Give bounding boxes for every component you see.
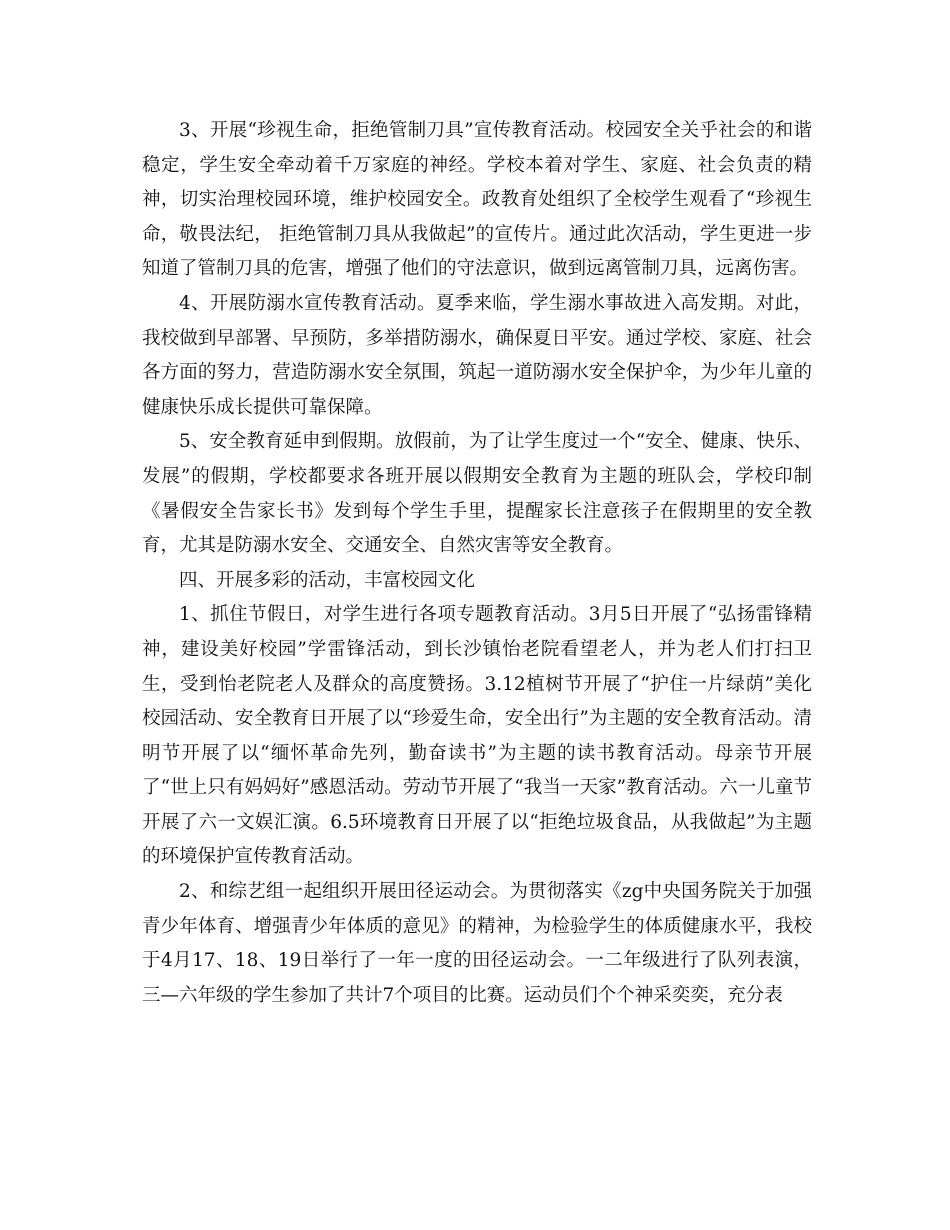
paragraph-track-and-field-meet: 2、和综艺组一起组织开展田径运动会。为贯彻落实《zg中央国务院关于加强青少年体育、增强青少年体质的意见》的精神，为检验学生的体质健康水平，我校于4月17、18、19日举行了一年一度的田径运动会。一二年级进行了队列表演，三—六年级的学生参加了共计7个项目的比赛。运动员们个个神采奕奕，充分表 — [142, 881, 812, 1006]
paragraph-drowning-prevention: 4、开展防溺水宣传教育活动。夏季来临，学生溺水事故进入高发期。对此，我校做到早部署、早预防，多举措防溺水，确保夏日平安。通过学校、家庭、社会各方面的努力，营造防溺水安全氛围，筑起一道防溺水安全保护伞，为少年儿童的健康快乐成长提供可靠保障。 — [142, 292, 812, 418]
paragraph-holiday-safety-education: 5、安全教育延申到假期。放假前，为了让学生度过一个“安全、健康、快乐、发展”的假期，学校都要求各班开展以假期安全教育为主题的班队会，学校印制《暑假安全告家长书》发到每个学生手里，提醒家长注意孩子在假期里的安全教育，尤其是防溺水安全、交通安全、自然灾害等安全教育。 — [142, 431, 812, 557]
document-body — [142, 114, 812, 1013]
paragraph-knife-safety-campaign: 3、开展“珍视生命，拒绝管制刀具”宣传教育活动。校园安全关乎社会的和谐稳定，学生安全牵动着千万家庭的神经。学校本着对学生、家庭、社会负责的精神，切实治理校园环境，维护校园安全。政教育处组织了全校学生观看了“珍视生命，敬畏法纪， 拒绝管制刀具从我做起”的宣传片。通过此次活动，学生更进一步知道了管制刀具的危害，增强了他们的守法意识，做到远离管制刀具，远离伤害。 — [142, 120, 812, 280]
section-heading-campus-culture: 四、开展多彩的活动，丰富校园文化 — [179, 569, 476, 591]
paragraph-holiday-theme-activities: 1、抓住节假日，对学生进行各项专题教育活动。3月5日开展了“弘扬雷锋精神，建设美好校园”学雷锋活动，到长沙镇怡老院看望老人，并为老人们打扫卫生，受到怡老院老人及群众的高度赞扬。3.12植树节开展了“护住一片绿荫”美化校园活动、安全教育日开展了以“珍爱生命，安全出行”为主题的安全教育活动。清明节开展了以“缅怀革命先列，勤奋读书”为主题的读书教育活动。母亲节开展了“世上只有妈妈好”感恩活动。劳动节开展了“我当一天家”教育活动。六一儿童节开展了六一文娱汇演。6.5环境教育日开展了以“拒绝垃圾食品，从我做起”为主题的环境保护宣传教育活动。 — [142, 604, 812, 868]
